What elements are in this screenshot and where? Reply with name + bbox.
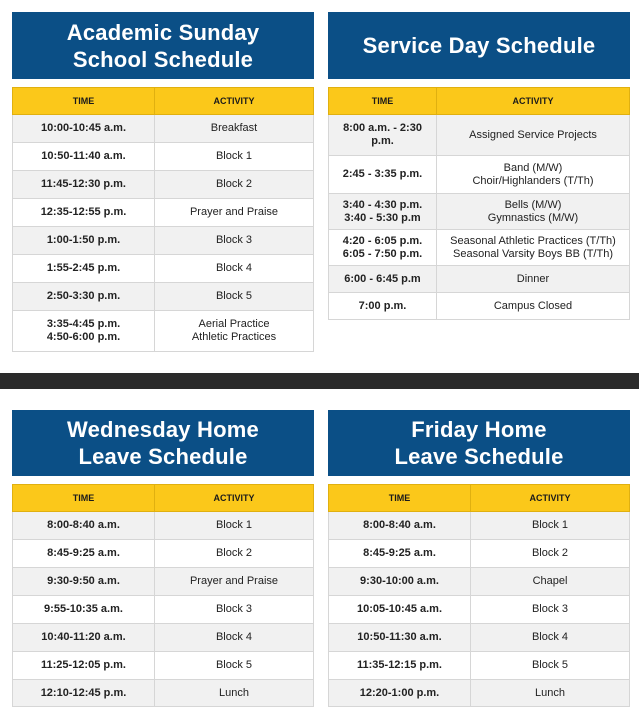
activity-cell: Bells (M/W) Gymnastics (M/W) [437, 194, 630, 230]
time-column-header: TIME [13, 88, 155, 115]
activity-cell: Block 2 [155, 540, 314, 568]
activity-cell: Block 1 [155, 143, 314, 171]
time-cell: 9:55-10:35 a.m. [13, 596, 155, 624]
table-row [329, 652, 630, 680]
activity-cell: Dinner [437, 266, 630, 293]
time-column-header: TIME [329, 485, 471, 512]
time-cell: 1:55-2:45 p.m. [13, 255, 155, 283]
table-row [13, 311, 314, 352]
column-header-row [329, 88, 630, 115]
time-cell: 12:20-1:00 p.m. [329, 680, 471, 707]
activity-cell: Block 1 [471, 512, 630, 540]
time-cell: 10:00-10:45 a.m. [13, 115, 155, 143]
activity-cell: Block 5 [155, 652, 314, 680]
academic-sunday-title: Academic Sunday School Schedule [12, 12, 314, 79]
time-cell: 7:00 p.m. [329, 293, 437, 320]
activity-cell: Chapel [471, 568, 630, 596]
table-row [13, 596, 314, 624]
time-cell: 8:45-9:25 a.m. [329, 540, 471, 568]
section-divider [0, 373, 639, 389]
table-row [329, 568, 630, 596]
table-row [13, 171, 314, 199]
time-cell: 8:00-8:40 a.m. [329, 512, 471, 540]
table-row [13, 652, 314, 680]
table-row [329, 293, 630, 320]
time-cell: 10:50-11:40 a.m. [13, 143, 155, 171]
column-header-row [329, 485, 630, 512]
activity-cell: Block 3 [155, 596, 314, 624]
table-row [329, 596, 630, 624]
time-cell: 1:00-1:50 p.m. [13, 227, 155, 255]
activity-cell: Lunch [155, 680, 314, 707]
table-row [13, 624, 314, 652]
time-cell: 8:45-9:25 a.m. [13, 540, 155, 568]
academic-sunday-table [12, 87, 314, 352]
time-cell: 4:20 - 6:05 p.m. 6:05 - 7:50 p.m. [329, 230, 437, 266]
column-header-row [13, 88, 314, 115]
time-cell: 3:35-4:45 p.m. 4:50-6:00 p.m. [13, 311, 155, 352]
table-row [13, 512, 314, 540]
activity-cell: Block 5 [471, 652, 630, 680]
service-day-table [328, 87, 630, 320]
activity-cell: Prayer and Praise [155, 568, 314, 596]
table-row [13, 227, 314, 255]
activity-cell: Lunch [471, 680, 630, 707]
time-cell: 9:30-9:50 a.m. [13, 568, 155, 596]
table-row [329, 230, 630, 266]
time-column-header: TIME [13, 485, 155, 512]
time-cell: 10:50-11:30 a.m. [329, 624, 471, 652]
time-cell: 3:40 - 4:30 p.m. 3:40 - 5:30 p.m [329, 194, 437, 230]
time-cell: 11:45-12:30 p.m. [13, 171, 155, 199]
activity-cell: Block 4 [155, 624, 314, 652]
activity-column-header: ACTIVITY [437, 88, 630, 115]
activity-cell: Campus Closed [437, 293, 630, 320]
friday-home-leave-table [328, 484, 630, 707]
table-row [329, 540, 630, 568]
table-row [329, 512, 630, 540]
activity-cell: Aerial Practice Athletic Practices [155, 311, 314, 352]
activity-cell: Block 3 [471, 596, 630, 624]
table-row [329, 624, 630, 652]
table-row [13, 680, 314, 707]
time-cell: 10:05-10:45 a.m. [329, 596, 471, 624]
service-day-card [328, 12, 630, 320]
activity-cell: Prayer and Praise [155, 199, 314, 227]
time-cell: 2:50-3:30 p.m. [13, 283, 155, 311]
time-cell: 12:35-12:55 p.m. [13, 199, 155, 227]
table-row [13, 283, 314, 311]
table-row [13, 143, 314, 171]
table-row [13, 568, 314, 596]
table-row [329, 156, 630, 194]
time-cell: 10:40-11:20 a.m. [13, 624, 155, 652]
table-row [329, 266, 630, 293]
activity-column-header: ACTIVITY [155, 485, 314, 512]
column-header-row [13, 485, 314, 512]
activity-cell: Block 2 [155, 171, 314, 199]
time-cell: 9:30-10:00 a.m. [329, 568, 471, 596]
table-row [13, 540, 314, 568]
time-cell: 6:00 - 6:45 p.m [329, 266, 437, 293]
activity-cell: Seasonal Athletic Practices (T/Th) Seasonal Varsity Boys BB (T/Th) [437, 230, 630, 266]
table-row [13, 199, 314, 227]
activity-cell: Assigned Service Projects [437, 115, 630, 156]
table-row [13, 115, 314, 143]
activity-cell: Band (M/W) Choir/Highlanders (T/Th) [437, 156, 630, 194]
time-cell: 8:00 a.m. - 2:30 p.m. [329, 115, 437, 156]
wednesday-home-leave-title: Wednesday Home Leave Schedule [12, 410, 314, 476]
friday-home-leave-card [328, 410, 630, 707]
activity-cell: Block 4 [471, 624, 630, 652]
activity-cell: Block 2 [471, 540, 630, 568]
wednesday-home-leave-card [12, 410, 314, 707]
time-cell: 12:10-12:45 p.m. [13, 680, 155, 707]
academic-sunday-card [12, 12, 314, 352]
activity-column-header: ACTIVITY [155, 88, 314, 115]
friday-home-leave-title: Friday Home Leave Schedule [328, 410, 630, 476]
activity-cell: Block 5 [155, 283, 314, 311]
time-column-header: TIME [329, 88, 437, 115]
time-cell: 8:00-8:40 a.m. [13, 512, 155, 540]
activity-column-header: ACTIVITY [471, 485, 630, 512]
activity-cell: Block 1 [155, 512, 314, 540]
table-row [329, 194, 630, 230]
wednesday-home-leave-table [12, 484, 314, 707]
table-row [329, 680, 630, 707]
time-cell: 11:25-12:05 p.m. [13, 652, 155, 680]
table-row [13, 255, 314, 283]
activity-cell: Block 3 [155, 227, 314, 255]
service-day-title: Service Day Schedule [328, 12, 630, 79]
activity-cell: Block 4 [155, 255, 314, 283]
time-cell: 2:45 - 3:35 p.m. [329, 156, 437, 194]
table-row [329, 115, 630, 156]
activity-cell: Breakfast [155, 115, 314, 143]
time-cell: 11:35-12:15 p.m. [329, 652, 471, 680]
